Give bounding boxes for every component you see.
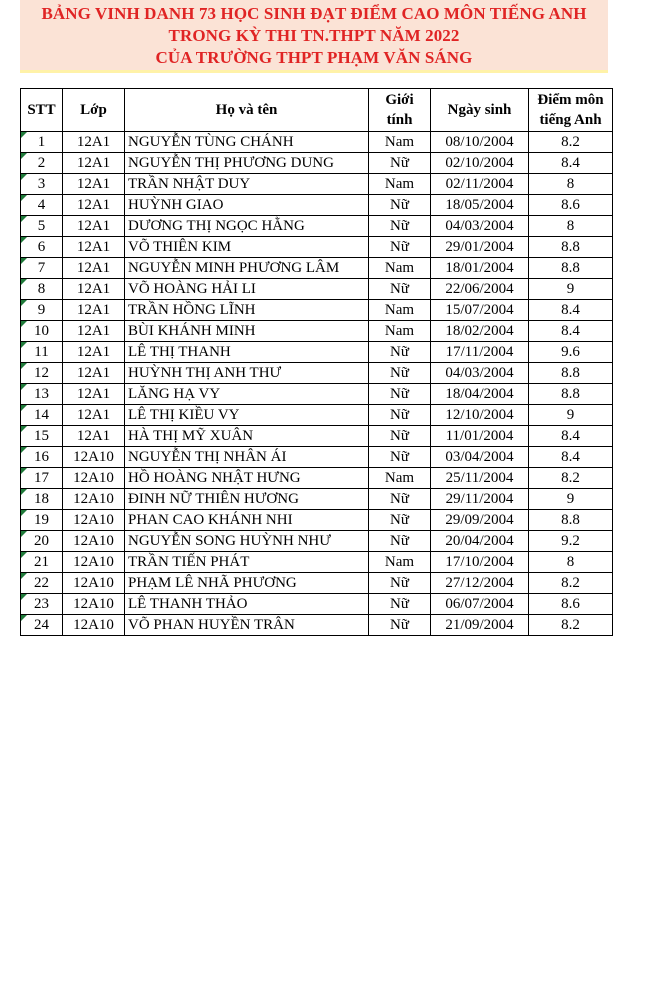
cell-score[interactable]: 8.4 <box>529 300 613 321</box>
cell-dob[interactable]: 21/09/2004 <box>431 615 529 636</box>
cell-name[interactable]: VÕ THIÊN KIM <box>125 237 369 258</box>
cell-gender[interactable]: Nữ <box>369 573 431 594</box>
table-row <box>21 510 613 531</box>
cell-gender[interactable]: Nữ <box>369 237 431 258</box>
cell-stt[interactable]: 24 <box>21 615 63 636</box>
table-row <box>21 300 613 321</box>
cell-score[interactable]: 9.2 <box>529 531 613 552</box>
cell-stt[interactable]: 10 <box>21 321 63 342</box>
cell-class[interactable]: 12A10 <box>63 489 125 510</box>
cell-stt[interactable]: 23 <box>21 594 63 615</box>
cell-score[interactable]: 8 <box>529 552 613 573</box>
table-row <box>21 321 613 342</box>
cell-stt[interactable]: 5 <box>21 216 63 237</box>
cell-dob[interactable]: 11/01/2004 <box>431 426 529 447</box>
cell-class[interactable]: 12A10 <box>63 447 125 468</box>
cell-stt[interactable]: 3 <box>21 174 63 195</box>
cell-name[interactable]: HÀ THỊ MỸ XUÂN <box>125 426 369 447</box>
cell-name[interactable]: TRẦN NHẬT DUY <box>125 174 369 195</box>
cell-dob[interactable]: 12/10/2004 <box>431 405 529 426</box>
cell-dob[interactable]: 25/11/2004 <box>431 468 529 489</box>
cell-gender[interactable]: Nữ <box>369 489 431 510</box>
cell-class[interactable]: 12A10 <box>63 468 125 489</box>
cell-name[interactable]: HUỲNH THỊ ANH THƯ <box>125 363 369 384</box>
cell-class[interactable]: 12A1 <box>63 363 125 384</box>
cell-gender[interactable]: Nữ <box>369 384 431 405</box>
cell-class[interactable]: 12A1 <box>63 426 125 447</box>
cell-stt[interactable]: 4 <box>21 195 63 216</box>
cell-class[interactable]: 12A1 <box>63 174 125 195</box>
cell-gender[interactable]: Nữ <box>369 279 431 300</box>
cell-dob[interactable]: 29/11/2004 <box>431 489 529 510</box>
table-row <box>21 447 613 468</box>
table-row <box>21 468 613 489</box>
cell-gender[interactable]: Nữ <box>369 405 431 426</box>
cell-score[interactable]: 8.6 <box>529 195 613 216</box>
cell-gender[interactable]: Nữ <box>369 531 431 552</box>
cell-dob[interactable]: 22/06/2004 <box>431 279 529 300</box>
table-row <box>21 552 613 573</box>
table-row <box>21 153 613 174</box>
cell-stt[interactable]: 16 <box>21 447 63 468</box>
col-header-score-line1: Điểm môn <box>537 92 604 108</box>
cell-name[interactable]: VÕ PHAN HUYỀN TRÂN <box>125 615 369 636</box>
cell-class[interactable]: 12A10 <box>63 615 125 636</box>
cell-name[interactable]: DƯƠNG THỊ NGỌC HẰNG <box>125 216 369 237</box>
cell-score[interactable]: 9 <box>529 279 613 300</box>
cell-score[interactable]: 8.8 <box>529 510 613 531</box>
cell-score[interactable]: 8.2 <box>529 132 613 153</box>
cell-score[interactable]: 8.8 <box>529 384 613 405</box>
cell-name[interactable]: HUỲNH GIAO <box>125 195 369 216</box>
cell-score[interactable]: 8.8 <box>529 363 613 384</box>
cell-dob[interactable]: 15/07/2004 <box>431 300 529 321</box>
cell-name[interactable]: NGUYỄN TÙNG CHÁNH <box>125 132 369 153</box>
title-line-1: BẢNG VINH DANH 73 HỌC SINH ĐẠT ĐIỂM CAO MÔN TIẾNG ANH <box>41 4 587 23</box>
cell-score[interactable]: 8.4 <box>529 426 613 447</box>
title-banner <box>20 0 608 71</box>
table-row <box>21 615 613 636</box>
cell-gender[interactable]: Nữ <box>369 615 431 636</box>
cell-name[interactable]: LÊ THỊ KIỀU VY <box>125 405 369 426</box>
cell-dob[interactable]: 27/12/2004 <box>431 573 529 594</box>
cell-dob[interactable]: 02/10/2004 <box>431 153 529 174</box>
table-row <box>21 237 613 258</box>
cell-name[interactable]: NGUYỄN SONG HUỲNH NHƯ <box>125 531 369 552</box>
cell-stt[interactable]: 12 <box>21 363 63 384</box>
cell-dob[interactable]: 29/09/2004 <box>431 510 529 531</box>
cell-class[interactable]: 12A1 <box>63 195 125 216</box>
cell-dob[interactable]: 18/04/2004 <box>431 384 529 405</box>
cell-stt[interactable]: 6 <box>21 237 63 258</box>
cell-class[interactable]: 12A1 <box>63 321 125 342</box>
cell-score[interactable]: 9 <box>529 405 613 426</box>
cell-score[interactable]: 8.4 <box>529 321 613 342</box>
cell-name[interactable]: HỒ HOÀNG NHẬT HƯNG <box>125 468 369 489</box>
table-row <box>21 195 613 216</box>
cell-class[interactable]: 12A10 <box>63 531 125 552</box>
cell-gender[interactable]: Nam <box>369 258 431 279</box>
cell-name[interactable]: TRẦN TIẾN PHÁT <box>125 552 369 573</box>
table-row <box>21 531 613 552</box>
selection-strip <box>20 70 608 73</box>
cell-class[interactable]: 12A1 <box>63 405 125 426</box>
cell-name[interactable]: TRẦN HỒNG LĨNH <box>125 300 369 321</box>
cell-gender[interactable]: Nữ <box>369 195 431 216</box>
cell-gender[interactable]: Nam <box>369 552 431 573</box>
cell-dob[interactable]: 18/05/2004 <box>431 195 529 216</box>
table-row <box>21 132 613 153</box>
cell-dob[interactable]: 18/01/2004 <box>431 258 529 279</box>
cell-dob[interactable]: 29/01/2004 <box>431 237 529 258</box>
cell-stt[interactable]: 21 <box>21 552 63 573</box>
col-header-score-line2: tiếng Anh <box>539 112 602 128</box>
cell-dob[interactable]: 02/11/2004 <box>431 174 529 195</box>
table-row <box>21 174 613 195</box>
cell-score[interactable]: 8.6 <box>529 594 613 615</box>
cell-name[interactable]: PHAN CAO KHÁNH NHI <box>125 510 369 531</box>
honor-roll-table <box>20 88 613 636</box>
cell-score[interactable]: 8.8 <box>529 237 613 258</box>
cell-class[interactable]: 12A10 <box>63 510 125 531</box>
title-line-2: TRONG KỲ THI TN.THPT NĂM 2022 <box>168 26 460 45</box>
table-row <box>21 363 613 384</box>
col-header-stt[interactable]: STT <box>21 89 63 132</box>
cell-class[interactable]: 12A10 <box>63 573 125 594</box>
table-row <box>21 405 613 426</box>
cell-class[interactable]: 12A1 <box>63 237 125 258</box>
cell-dob[interactable]: 04/03/2004 <box>431 216 529 237</box>
cell-name[interactable]: LÊ THANH THẢO <box>125 594 369 615</box>
cell-stt[interactable]: 9 <box>21 300 63 321</box>
table-row <box>21 594 613 615</box>
cell-stt[interactable]: 8 <box>21 279 63 300</box>
table-row <box>21 279 613 300</box>
cell-stt[interactable]: 18 <box>21 489 63 510</box>
cell-stt[interactable]: 14 <box>21 405 63 426</box>
col-header-score[interactable] <box>529 89 613 132</box>
table-row <box>21 573 613 594</box>
cell-stt[interactable]: 2 <box>21 153 63 174</box>
cell-dob[interactable]: 17/10/2004 <box>431 552 529 573</box>
cell-dob[interactable]: 18/02/2004 <box>431 321 529 342</box>
cell-dob[interactable]: 04/03/2004 <box>431 363 529 384</box>
table-row <box>21 489 613 510</box>
cell-class[interactable]: 12A1 <box>63 132 125 153</box>
cell-name[interactable]: PHẠM LÊ NHÃ PHƯƠNG <box>125 573 369 594</box>
cell-gender[interactable]: Nữ <box>369 594 431 615</box>
cell-class[interactable]: 12A10 <box>63 594 125 615</box>
col-header-gender[interactable] <box>369 89 431 132</box>
table-row <box>21 216 613 237</box>
table-row <box>21 426 613 447</box>
col-header-name[interactable]: Họ và tên <box>125 89 369 132</box>
cell-score[interactable]: 8.2 <box>529 573 613 594</box>
cell-score[interactable]: 8.4 <box>529 153 613 174</box>
cell-name[interactable]: NGUYỄN THỊ NHÂN ÁI <box>125 447 369 468</box>
cell-score[interactable]: 8.2 <box>529 468 613 489</box>
cell-dob[interactable]: 03/04/2004 <box>431 447 529 468</box>
cell-dob[interactable]: 08/10/2004 <box>431 132 529 153</box>
col-header-dob[interactable]: Ngày sinh <box>431 89 529 132</box>
cell-gender[interactable]: Nam <box>369 468 431 489</box>
cell-stt[interactable]: 13 <box>21 384 63 405</box>
cell-dob[interactable]: 20/04/2004 <box>431 531 529 552</box>
cell-score[interactable]: 8.4 <box>529 447 613 468</box>
cell-gender[interactable]: Nữ <box>369 216 431 237</box>
cell-class[interactable]: 12A1 <box>63 258 125 279</box>
cell-gender[interactable]: Nữ <box>369 342 431 363</box>
col-header-class[interactable]: Lớp <box>63 89 125 132</box>
table-row <box>21 258 613 279</box>
cell-score[interactable]: 8.8 <box>529 258 613 279</box>
col-header-gender-line1: Giới <box>385 92 414 108</box>
cell-class[interactable]: 12A1 <box>63 300 125 321</box>
cell-gender[interactable]: Nữ <box>369 510 431 531</box>
cell-stt[interactable]: 22 <box>21 573 63 594</box>
cell-gender[interactable]: Nữ <box>369 426 431 447</box>
cell-score[interactable]: 9 <box>529 489 613 510</box>
table-row <box>21 384 613 405</box>
cell-class[interactable]: 12A1 <box>63 153 125 174</box>
cell-class[interactable]: 12A1 <box>63 342 125 363</box>
cell-name[interactable]: LÊ THỊ THANH <box>125 342 369 363</box>
cell-score[interactable]: 8 <box>529 174 613 195</box>
title-line-3: CỦA TRƯỜNG THPT PHẠM VĂN SÁNG <box>155 48 473 67</box>
cell-stt[interactable]: 7 <box>21 258 63 279</box>
cell-gender[interactable]: Nữ <box>369 363 431 384</box>
cell-gender[interactable]: Nữ <box>369 153 431 174</box>
cell-name[interactable]: LĂNG HẠ VY <box>125 384 369 405</box>
cell-class[interactable]: 12A1 <box>63 216 125 237</box>
cell-score[interactable]: 8.2 <box>529 615 613 636</box>
col-header-gender-line2: tính <box>386 112 413 128</box>
cell-name[interactable]: NGUYỄN MINH PHƯƠNG LÂM <box>125 258 369 279</box>
cell-score[interactable]: 8 <box>529 216 613 237</box>
cell-gender[interactable]: Nam <box>369 132 431 153</box>
cell-dob[interactable]: 17/11/2004 <box>431 342 529 363</box>
cell-name[interactable]: BÙI KHÁNH MINH <box>125 321 369 342</box>
cell-class[interactable]: 12A1 <box>63 384 125 405</box>
cell-gender[interactable]: Nam <box>369 174 431 195</box>
table-body <box>21 132 613 636</box>
cell-gender[interactable]: Nữ <box>369 447 431 468</box>
cell-stt[interactable]: 15 <box>21 426 63 447</box>
cell-gender[interactable]: Nam <box>369 300 431 321</box>
table-header-row <box>21 89 613 132</box>
cell-class[interactable]: 12A1 <box>63 279 125 300</box>
cell-stt[interactable]: 1 <box>21 132 63 153</box>
cell-dob[interactable]: 06/07/2004 <box>431 594 529 615</box>
cell-name[interactable]: VÕ HOÀNG HẢI LI <box>125 279 369 300</box>
table-row <box>21 342 613 363</box>
cell-stt[interactable]: 20 <box>21 531 63 552</box>
cell-name[interactable]: ĐINH NỮ THIÊN HƯƠNG <box>125 489 369 510</box>
cell-stt[interactable]: 17 <box>21 468 63 489</box>
cell-gender[interactable]: Nam <box>369 321 431 342</box>
cell-name[interactable]: NGUYỄN THỊ PHƯƠNG DUNG <box>125 153 369 174</box>
cell-score[interactable]: 9.6 <box>529 342 613 363</box>
cell-class[interactable]: 12A10 <box>63 552 125 573</box>
cell-stt[interactable]: 11 <box>21 342 63 363</box>
cell-stt[interactable]: 19 <box>21 510 63 531</box>
